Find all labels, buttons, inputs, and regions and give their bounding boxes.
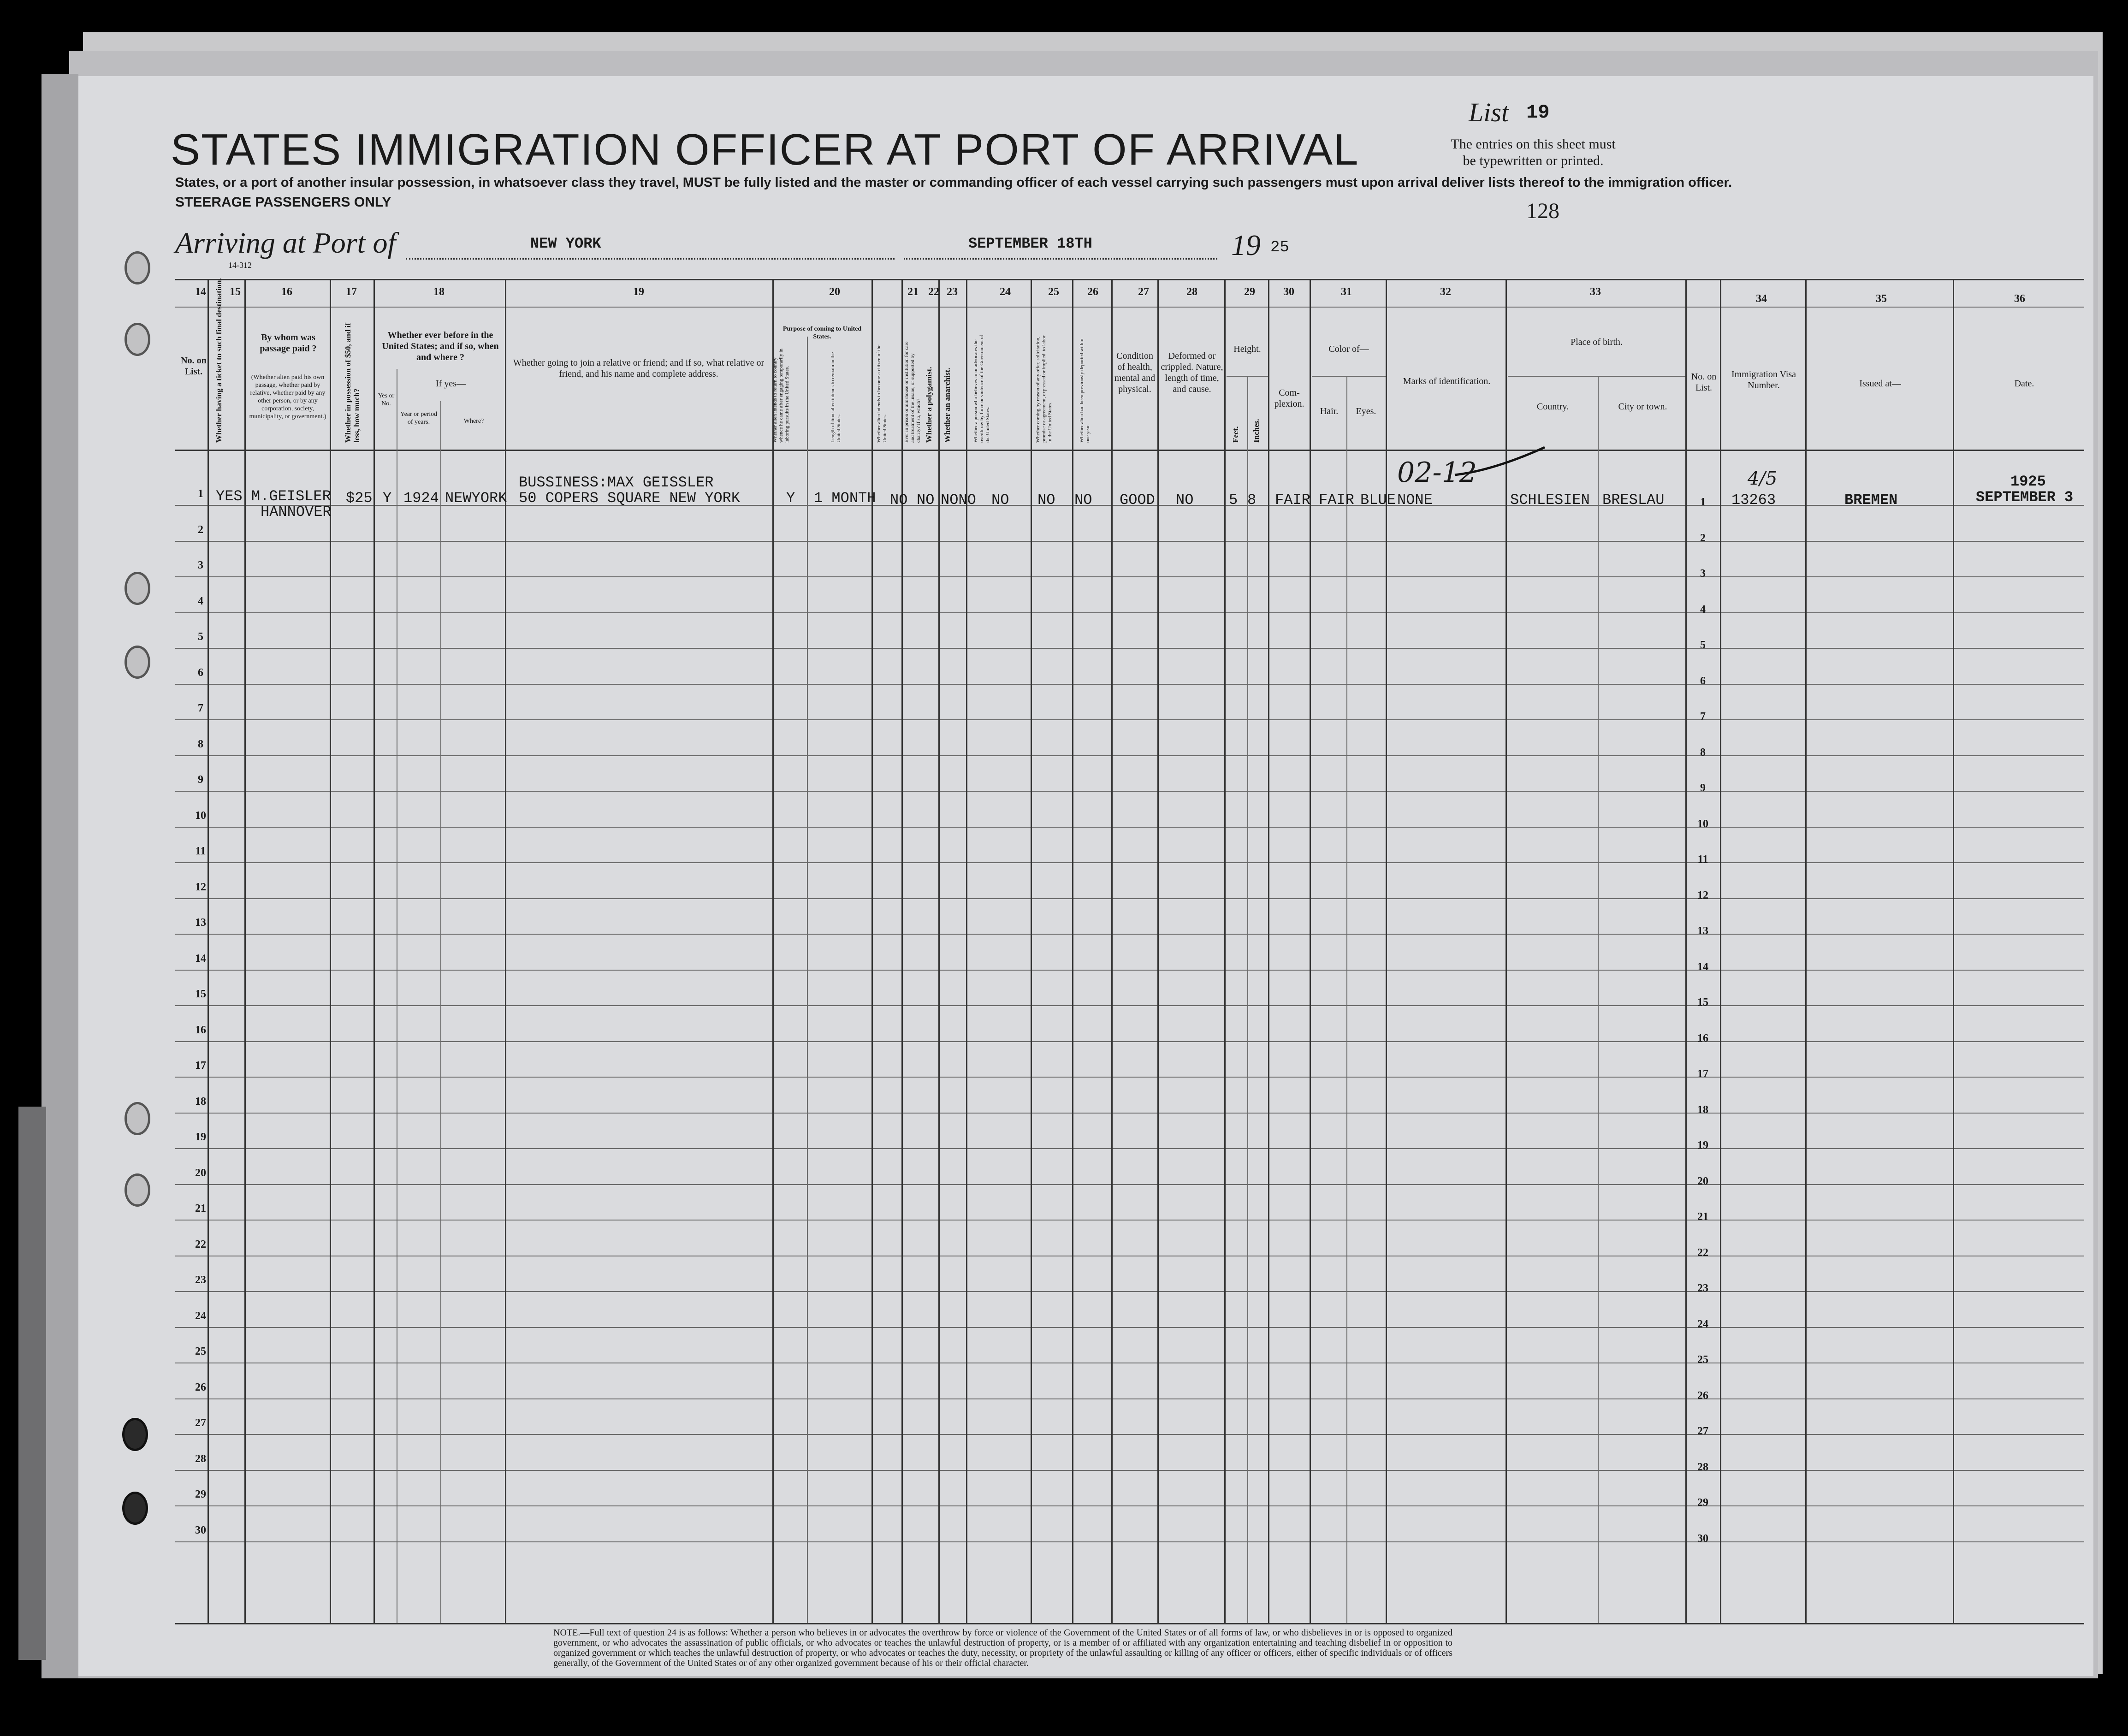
row-number: 21 bbox=[1697, 1211, 1708, 1223]
col-sep bbox=[1072, 279, 1073, 1623]
colnum-21: 21 bbox=[907, 286, 919, 298]
row-number: 25 bbox=[195, 1345, 206, 1357]
col31-hair: Hair. bbox=[1320, 406, 1339, 416]
colnum-27: 27 bbox=[1138, 286, 1149, 298]
table-top-line bbox=[175, 279, 2084, 280]
join-address: 50 COPERS SQUARE NEW YORK bbox=[519, 490, 741, 507]
prison-value: NO bbox=[917, 492, 935, 509]
colnum-26: 26 bbox=[1087, 286, 1098, 298]
before-value: Y bbox=[383, 490, 392, 507]
row-number: 26 bbox=[195, 1381, 206, 1393]
col18-if-yes: If yes— bbox=[436, 379, 466, 389]
col-sep bbox=[772, 279, 774, 1623]
colnum-16: 16 bbox=[281, 286, 292, 298]
page-edge bbox=[41, 74, 78, 1678]
visa-date-day: SEPTEMBER 3 bbox=[1976, 489, 2074, 506]
port-dotline bbox=[406, 258, 895, 260]
row-line bbox=[175, 541, 2084, 542]
row-number: 20 bbox=[1697, 1175, 1708, 1187]
col18-where: Where? bbox=[463, 418, 484, 425]
row-line bbox=[175, 612, 2084, 613]
row-number: 8 bbox=[1700, 746, 1706, 758]
col23-header: Whether a polygamist. bbox=[925, 367, 933, 443]
binder-hole bbox=[122, 1492, 148, 1525]
colnum-22: 22 bbox=[928, 286, 939, 298]
binder-hole bbox=[122, 1418, 148, 1451]
year-prefix: 19 bbox=[1231, 229, 1261, 261]
row-number: 15 bbox=[195, 988, 206, 1000]
colnum-29: 29 bbox=[1244, 286, 1255, 298]
visa-date-year: 1925 bbox=[2010, 473, 2046, 490]
row-number: 12 bbox=[1697, 889, 1708, 901]
binder-hole bbox=[124, 1102, 150, 1135]
col15-header: Whether having a ticket to such final destination. bbox=[214, 278, 223, 443]
colnum-31: 31 bbox=[1341, 286, 1352, 298]
col33-city: City or town. bbox=[1618, 402, 1667, 412]
join-name: BUSSINESS:MAX GEISSLER bbox=[519, 474, 714, 491]
col-sep bbox=[871, 279, 873, 1623]
row-line bbox=[175, 1434, 2084, 1435]
visa-handwritten-annotation: 4/5 bbox=[1748, 468, 1778, 489]
issued-at-value: BREMEN bbox=[1844, 492, 1898, 509]
overthrow-value: NO bbox=[991, 492, 1009, 509]
col-sep bbox=[1685, 279, 1687, 1623]
row-line bbox=[175, 1220, 2084, 1221]
row-number: 29 bbox=[195, 1488, 206, 1500]
col-sep bbox=[1386, 279, 1387, 1623]
colnum-24: 24 bbox=[1000, 286, 1011, 298]
row-line bbox=[175, 1077, 2084, 1078]
row-number: 16 bbox=[1697, 1032, 1708, 1044]
row-number: 24 bbox=[1697, 1318, 1708, 1330]
city-value: BRESLAU bbox=[1602, 492, 1665, 509]
col22-header: Ever in prison or almshouse or institution for care and treatment of the insane, or supported by charity? If so, which? bbox=[904, 341, 921, 443]
col20-header: Purpose of coming to United States. bbox=[782, 326, 862, 340]
handwritten-stroke bbox=[1452, 443, 1554, 480]
col18-header: Whether ever before in the United States; and if so, when and where ? bbox=[382, 330, 499, 362]
colnum-33: 33 bbox=[1590, 286, 1601, 298]
col19-header: Whether going to join a relative or friend; and if so, what relative or friend, and his name and complete address. bbox=[513, 358, 765, 379]
inches-value: 8 bbox=[1247, 492, 1257, 509]
col-sep bbox=[1720, 279, 1721, 1623]
row-line bbox=[175, 1148, 2084, 1149]
list-label: List bbox=[1469, 97, 1509, 127]
row-line bbox=[175, 791, 2084, 792]
deformed-value: NO bbox=[1176, 492, 1194, 509]
row-number: 26 bbox=[1697, 1389, 1708, 1402]
row-line bbox=[175, 1505, 2084, 1506]
col28-header: Deformed or crippled. Nature, length of time, and cause. bbox=[1161, 351, 1223, 394]
row-number: 19 bbox=[1697, 1139, 1708, 1151]
col29-inches: Inches. bbox=[1252, 419, 1261, 443]
form-number: 14-312 bbox=[228, 261, 252, 270]
list-number: 19 bbox=[1526, 101, 1550, 124]
col-sep bbox=[901, 279, 903, 1623]
paid-by-value: M.GEISLER bbox=[251, 488, 331, 505]
col-sep bbox=[938, 279, 940, 1623]
col-sep bbox=[1953, 279, 1954, 1623]
binder-hole bbox=[124, 646, 150, 679]
row-number: 11 bbox=[195, 845, 206, 857]
length-of-stay: 1 MONTH bbox=[814, 490, 876, 507]
col-sep bbox=[1310, 279, 1311, 1623]
col-sep bbox=[1598, 376, 1599, 1623]
colnum-18: 18 bbox=[433, 286, 445, 298]
row-number: 10 bbox=[1697, 818, 1708, 830]
col18-yes-no: Yes or No. bbox=[378, 392, 395, 407]
col-sep bbox=[1111, 279, 1113, 1623]
col-sep bbox=[1506, 279, 1507, 1623]
return-intent: Y bbox=[786, 490, 795, 507]
col29-feet: Feet. bbox=[1231, 426, 1240, 443]
entries-note: The entries on this sheet must be typewritten or printed. bbox=[1451, 136, 1616, 168]
row-line bbox=[175, 898, 2084, 899]
header-bottom-line bbox=[175, 450, 2084, 451]
col16-header: By whom was passage paid ? bbox=[260, 332, 317, 354]
row-number: 4 bbox=[1700, 603, 1706, 616]
row-number: 3 bbox=[198, 559, 203, 571]
row-number: 12 bbox=[195, 881, 206, 893]
row-number: 22 bbox=[1697, 1246, 1708, 1259]
paid-by-place: HANNOVER bbox=[261, 504, 332, 521]
col-sep bbox=[807, 337, 808, 1623]
row-line bbox=[175, 1005, 2084, 1006]
row-number: 5 bbox=[198, 631, 203, 643]
row-number: 16 bbox=[195, 1024, 206, 1036]
row-number: 18 bbox=[195, 1095, 206, 1108]
row-line bbox=[175, 934, 2084, 935]
col-sep bbox=[1157, 279, 1159, 1623]
row-number: 7 bbox=[198, 702, 203, 714]
eyes-value: BLUE bbox=[1360, 492, 1396, 509]
year-suffix: 25 bbox=[1270, 239, 1289, 256]
row-line bbox=[175, 755, 2084, 756]
col31-header: Color of— bbox=[1328, 344, 1369, 354]
row-line bbox=[175, 1041, 2084, 1042]
row-number: 5 bbox=[1700, 639, 1706, 651]
col31-eyes: Eyes. bbox=[1356, 406, 1376, 416]
arriving-label: Arriving at Port of bbox=[175, 226, 396, 259]
offer-value: NO bbox=[1037, 492, 1055, 509]
feet-value: 5 bbox=[1229, 492, 1238, 509]
row-number: 22 bbox=[195, 1238, 206, 1250]
row-number: 6 bbox=[198, 666, 203, 679]
visa-number-value: 13263 bbox=[1731, 492, 1776, 509]
marks-value: NONE bbox=[1397, 492, 1433, 509]
binder-hole bbox=[124, 1173, 150, 1207]
colnum-25: 25 bbox=[1048, 286, 1059, 298]
row-number: 28 bbox=[1697, 1461, 1708, 1473]
row-number: 11 bbox=[1697, 853, 1708, 865]
country-value: SCHLESIEN bbox=[1510, 492, 1590, 509]
row-number: 17 bbox=[195, 1060, 206, 1072]
row-number: 6 bbox=[1700, 675, 1706, 687]
colnum-36: 36 bbox=[2014, 293, 2025, 305]
row-line bbox=[175, 1541, 2084, 1542]
page-title: STATES IMMIGRATION OFFICER AT PORT OF ARRIVAL bbox=[171, 125, 1359, 174]
row-number: 18 bbox=[1697, 1103, 1708, 1116]
row-number: 30 bbox=[1697, 1532, 1708, 1545]
colnum-line bbox=[175, 307, 2084, 308]
row-number: 30 bbox=[195, 1524, 206, 1536]
col29-header: Height. bbox=[1233, 344, 1261, 354]
colnum-20: 20 bbox=[829, 286, 840, 298]
row-number: 8 bbox=[198, 738, 203, 750]
row-number: 28 bbox=[195, 1452, 206, 1465]
row-number: 25 bbox=[1697, 1354, 1708, 1366]
port-value: NEW YORK bbox=[530, 235, 601, 252]
row-number: 24 bbox=[195, 1309, 206, 1322]
row-line bbox=[175, 827, 2084, 828]
page-number: 128 bbox=[1526, 199, 1559, 223]
row-line bbox=[175, 1184, 2084, 1185]
binder-hole bbox=[124, 251, 150, 284]
colnum-32: 32 bbox=[1440, 286, 1451, 298]
col26b-header: Whether alien had been previously deported within one year. bbox=[1079, 338, 1091, 443]
col-sep bbox=[330, 279, 331, 1623]
row-number: 13 bbox=[195, 917, 206, 929]
footnote: NOTE.—Full text of question 24 is as follows: Whether a person who believes in or advocates the overthrow by force or violence of the Government of the United States or of all forms of law, or who disbelieves in or is opposed to organized government, or who advocates the assassination of public officials, or who advocates or teaches the unlawful destruction of property, or is a member of or affiliated with any organization entertaining and teaching disbelief in or opposition to organized government or which teaches the unlawful destruction of property, or who advocates or teaches the duty, necessity, or propriety of the unlawful assaulting or killing of any officer or officers, either of specific individuals or of officers generally, of the Government of the United States or of any other organized government because of his or their official character. bbox=[553, 1628, 1452, 1668]
col-sep bbox=[1346, 376, 1347, 1623]
col18-year: Year or period of years. bbox=[400, 411, 438, 426]
row-number: 27 bbox=[1697, 1425, 1708, 1437]
colnum-23: 23 bbox=[947, 286, 958, 298]
col-sep bbox=[244, 279, 246, 1623]
row-number: 1 bbox=[198, 488, 203, 500]
colnum-17: 17 bbox=[346, 286, 357, 298]
col-sep bbox=[1224, 279, 1226, 1623]
before-year: 1924 bbox=[403, 490, 439, 507]
row-line bbox=[175, 970, 2084, 971]
date-value: SEPTEMBER 18TH bbox=[968, 235, 1092, 252]
col29-divider bbox=[1227, 376, 1268, 377]
col-sep bbox=[1268, 279, 1269, 1623]
colnum-28: 28 bbox=[1186, 286, 1197, 298]
col25-header: Whether a person who believes in or advocates the overthrow by force or violence of the Government of the United States. bbox=[973, 335, 990, 443]
date-dotline bbox=[904, 258, 1217, 260]
col33-divider bbox=[1508, 376, 1685, 377]
page-edge-dark bbox=[18, 1107, 46, 1660]
col-sep bbox=[1031, 279, 1032, 1623]
row-number: 27 bbox=[195, 1417, 206, 1429]
col-sep bbox=[505, 279, 506, 1623]
col33-header: Place of birth. bbox=[1571, 337, 1623, 347]
row-line bbox=[175, 684, 2084, 685]
colnum-14: 14 bbox=[195, 286, 206, 298]
intro-text: States, or a port of another insular possession, in whatsoever class they travel, MUST be fully listed and the master or commanding officer of each vessel carrying such passengers must upon arrival deliver lists thereof to the immigration officer. bbox=[175, 175, 1732, 190]
money-value: $25 bbox=[346, 490, 373, 507]
row-number: 2 bbox=[1700, 532, 1706, 544]
col-sep bbox=[966, 279, 967, 1623]
citizen-value: NO bbox=[890, 492, 908, 509]
col35-header: Issued at— bbox=[1859, 379, 1901, 389]
row-number: 23 bbox=[1697, 1282, 1708, 1294]
row-line bbox=[175, 1291, 2084, 1292]
col-sep bbox=[1805, 279, 1807, 1623]
col36-header: Date. bbox=[2014, 379, 2034, 389]
col30-header: Com- plexion. bbox=[1274, 388, 1304, 409]
manifest-sheet bbox=[78, 76, 2093, 1676]
polygamist-anarchist-value: NONO bbox=[941, 492, 976, 509]
row-number: 4 bbox=[198, 595, 203, 607]
row-line bbox=[175, 1398, 2084, 1399]
row-number: 3 bbox=[1700, 568, 1706, 580]
col17-header: Whether in possession of $50, and if less, how much? bbox=[344, 323, 361, 443]
col27-header: Condition of health, mental and physical. bbox=[1114, 351, 1156, 394]
col16-subheader: (Whether alien paid his own passage, whether paid by relative, whether paid by any other person, or by any corporation, society, municipality, or government.) bbox=[249, 374, 326, 420]
complexion-value: FAIR bbox=[1275, 492, 1310, 509]
row-number: 20 bbox=[195, 1167, 206, 1179]
row-line bbox=[175, 1470, 2084, 1471]
health-value: GOOD bbox=[1120, 492, 1155, 509]
col-sep bbox=[440, 401, 441, 1623]
col21-header: Whether alien intends to become a citizen of the United States. bbox=[876, 344, 888, 443]
row-number: 19 bbox=[195, 1131, 206, 1143]
row-line bbox=[175, 1327, 2084, 1328]
deported-value: NO bbox=[1074, 492, 1092, 509]
row-line bbox=[175, 719, 2084, 720]
col33-country: Country. bbox=[1536, 402, 1569, 412]
row-line bbox=[175, 862, 2084, 863]
colnum-35: 35 bbox=[1876, 293, 1887, 305]
row-number: 9 bbox=[1700, 782, 1706, 794]
row-number: 13 bbox=[1697, 925, 1708, 937]
steerage-label: STEERAGE PASSENGERS ONLY bbox=[175, 195, 391, 210]
row-number: 29 bbox=[1697, 1497, 1708, 1509]
row-number: 21 bbox=[195, 1203, 206, 1215]
col31-divider bbox=[1312, 376, 1386, 377]
col20-sub2: Length of time alien intends to remain in the United States. bbox=[830, 352, 842, 443]
col26-header: Whether coming by reason of any offer, solicitation, promise or agreement, expressed or implied, to labor in the United States. bbox=[1035, 335, 1053, 443]
row-number: 2 bbox=[198, 523, 203, 536]
col24-header: Whether an anarchist. bbox=[943, 367, 952, 443]
row-number: 15 bbox=[1697, 996, 1708, 1008]
before-where: NEWYORK bbox=[445, 490, 507, 507]
colnum-30: 30 bbox=[1283, 286, 1294, 298]
row-number: 14 bbox=[195, 952, 206, 965]
col-sep bbox=[1247, 376, 1248, 1623]
row-number: 10 bbox=[195, 809, 206, 822]
row-number: 23 bbox=[195, 1274, 206, 1286]
hair-value: FAIR bbox=[1319, 492, 1354, 509]
col20-sub1: Whether alien intends to return to country whence he came after engaging temporarily in laboring pursuits in the United States. bbox=[772, 348, 790, 443]
binder-hole bbox=[124, 572, 150, 605]
col14-header: No. on List. bbox=[181, 355, 207, 377]
col-sep bbox=[373, 279, 375, 1623]
handwritten-annotation: 02-12 bbox=[1397, 456, 1477, 489]
ticket-value: YES bbox=[216, 488, 243, 505]
colnum-15: 15 bbox=[230, 286, 241, 298]
row-number: 14 bbox=[1697, 960, 1708, 973]
col34-header: Immigration Visa Number. bbox=[1731, 369, 1796, 391]
colnum-34: 34 bbox=[1756, 293, 1767, 305]
row-line bbox=[175, 648, 2084, 649]
row-number: 17 bbox=[1697, 1068, 1708, 1080]
row-line bbox=[175, 1113, 2084, 1114]
row-number: 1 bbox=[1700, 496, 1706, 508]
row-number: 7 bbox=[1700, 711, 1706, 723]
binder-hole bbox=[124, 323, 150, 356]
col-no-header: No. on List. bbox=[1691, 372, 1717, 393]
row-number: 9 bbox=[198, 774, 203, 786]
table-bottom-line bbox=[175, 1623, 2084, 1624]
colnum-19: 19 bbox=[633, 286, 644, 298]
row-line bbox=[175, 576, 2084, 577]
col32-header: Marks of identification. bbox=[1403, 376, 1491, 386]
